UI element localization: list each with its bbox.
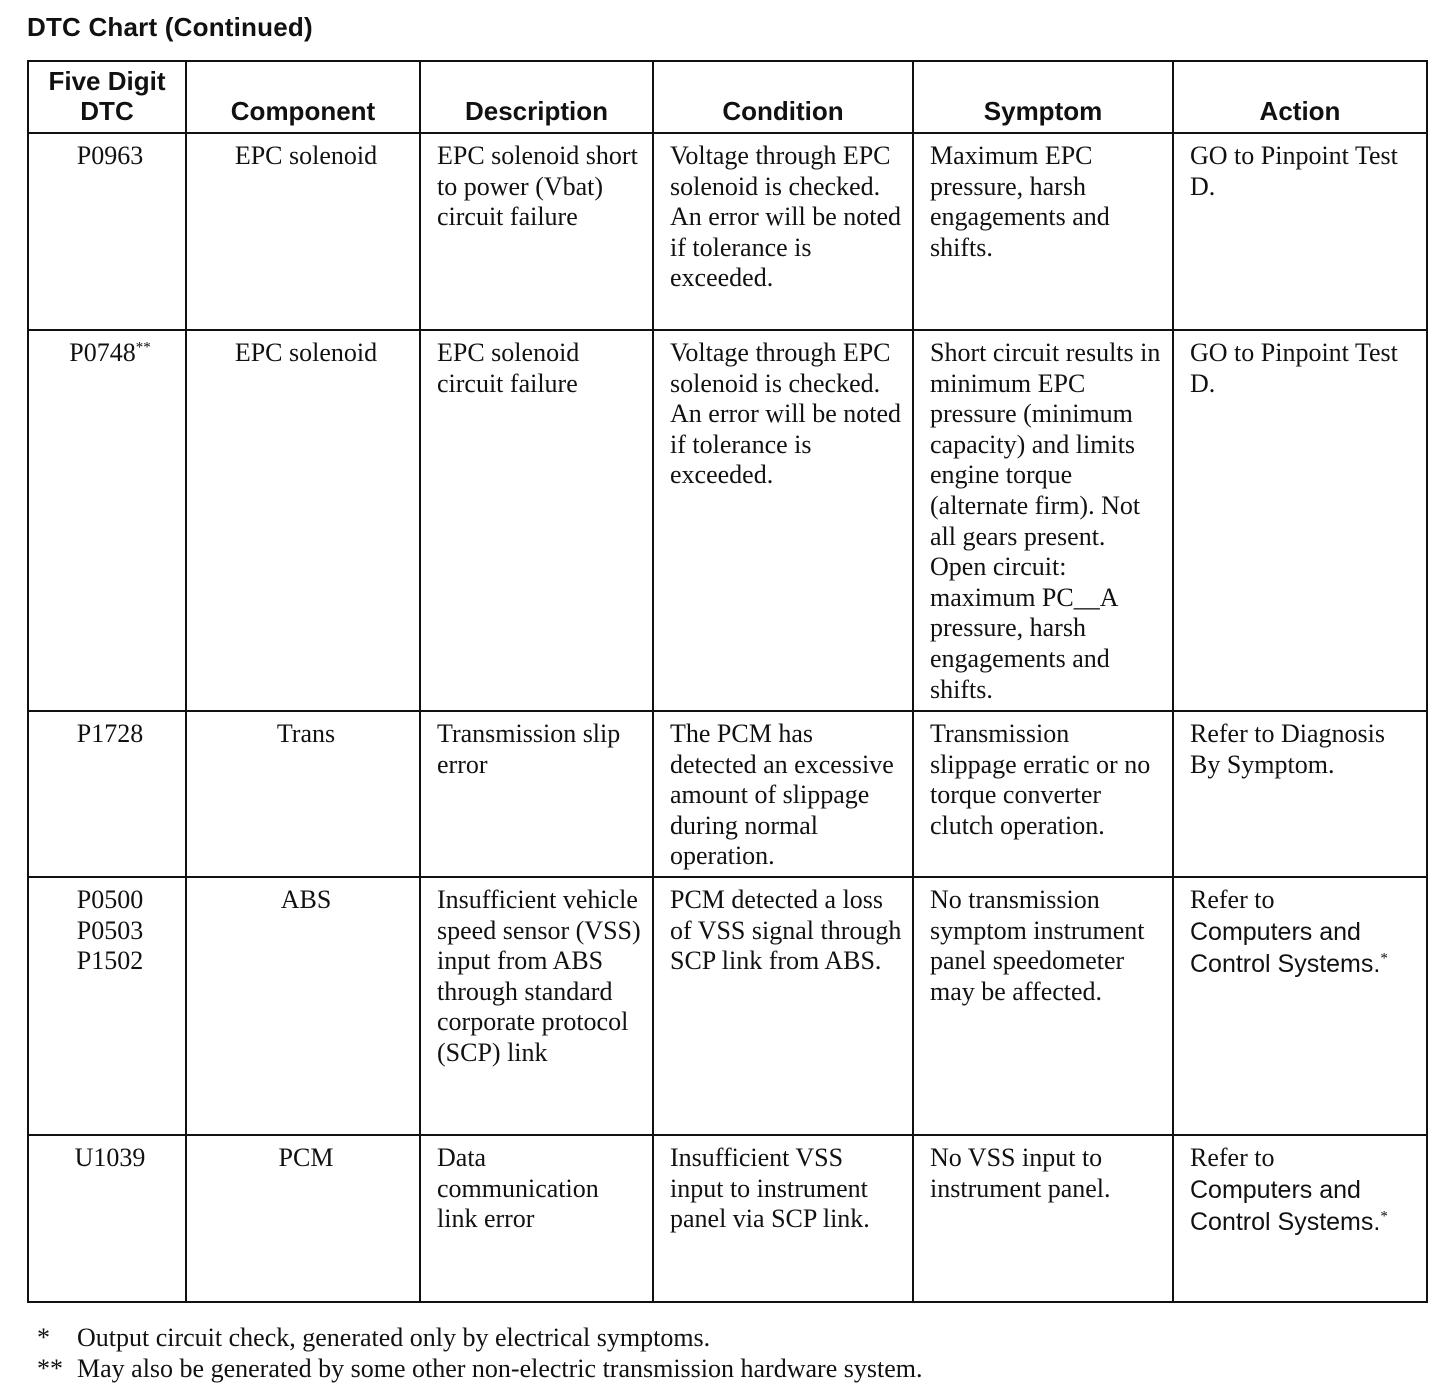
footnote-text: Output circuit check, generated only by electrical symptoms. (77, 1323, 711, 1352)
condition-cell: Voltage through EPC solenoid is checked. An error will be noted if tolerance is exceeded. (653, 133, 913, 330)
footnote-mark: ** (37, 1354, 63, 1383)
component-cell: PCM (186, 1135, 420, 1302)
component-cell: ABS (186, 877, 420, 1135)
condition-cell: The PCM has detected an excessive amount of slippage during normal operation. (653, 711, 913, 877)
symptom-cell: Short circuit results in minimum EPC pressure (minimum capacity) and limits engine torque (alternate firm). Not all gears present. Open circuit: maximum PC__A pressure, harsh engagements and shifts. (913, 330, 1173, 711)
dtc-cell (28, 711, 186, 877)
footnote-text: May also be generated by some other non-electric transmission hardware system. (77, 1354, 923, 1383)
action-text: Refer to (1190, 1143, 1275, 1172)
action-reference: Computers and Control Systems. (1190, 917, 1381, 978)
description-cell: Data communication link error (420, 1135, 653, 1302)
table-row (28, 133, 1427, 330)
header-description: Description (420, 61, 653, 133)
footnote (37, 1353, 922, 1384)
table-header-row (28, 61, 1427, 133)
component-cell: EPC solenoid (186, 330, 420, 711)
dtc-footnote-mark: ** (135, 339, 151, 356)
condition-cell: Insufficient VSS input to instrument panel via SCP link. (653, 1135, 913, 1302)
condition-cell: PCM detected a loss of VSS signal through SCP link from ABS. (653, 877, 913, 1135)
dtc-cell (28, 1135, 186, 1302)
footnote (37, 1322, 922, 1353)
action-text: GO to Pinpoint Test D. (1190, 338, 1398, 398)
header-component: Component (186, 61, 420, 133)
dtc-code: P0748 (69, 338, 136, 367)
page-title: DTC Chart (Continued) (27, 12, 313, 42)
action-reference: Computers and Control Systems. (1190, 1175, 1381, 1236)
description-cell: Insufficient vehicle speed sensor (VSS) input from ABS through standard corporate protocol (SCP) link (420, 877, 653, 1135)
action-footnote-mark: * (1380, 1207, 1388, 1224)
header-condition: Condition (653, 61, 913, 133)
description-cell: EPC solenoid short to power (Vbat) circuit failure (420, 133, 653, 330)
table-row (28, 711, 1427, 877)
table-row (28, 1135, 1427, 1302)
description-cell: EPC solenoid circuit failure (420, 330, 653, 711)
dtc-code: U1039 (74, 1143, 146, 1172)
dtc-code: P0963 (76, 141, 144, 170)
dtc-cell (28, 877, 186, 1135)
dtc-code: P0500 P0503 P1502 (76, 885, 144, 976)
condition-cell: Voltage through EPC solenoid is checked. An error will be noted if tolerance is exceeded. (653, 330, 913, 711)
action-footnote-mark: * (1380, 949, 1388, 966)
dtc-cell (28, 133, 186, 330)
action-cell (1173, 711, 1427, 877)
action-cell (1173, 133, 1427, 330)
action-cell (1173, 1135, 1427, 1302)
component-cell: Trans (186, 711, 420, 877)
dtc-code: P1728 (76, 719, 144, 748)
header-symptom: Symptom (913, 61, 1173, 133)
dtc-cell (28, 330, 186, 711)
symptom-cell: Transmission slippage erratic or no torque converter clutch operation. (913, 711, 1173, 877)
footnote-mark: * (37, 1323, 50, 1352)
table-row (28, 330, 1427, 711)
action-text: Refer to Diagnosis By Symptom. (1190, 719, 1385, 779)
symptom-cell: Maximum EPC pressure, harsh engagements and shifts. (913, 133, 1173, 330)
header-action: Action (1173, 61, 1427, 133)
action-cell (1173, 877, 1427, 1135)
component-cell: EPC solenoid (186, 133, 420, 330)
action-cell (1173, 330, 1427, 711)
footnotes (37, 1322, 922, 1384)
description-cell: Transmission slip error (420, 711, 653, 877)
action-text: Refer to (1190, 885, 1275, 914)
table-row (28, 877, 1427, 1135)
dtc-table (27, 60, 1428, 1303)
action-text: GO to Pinpoint Test D. (1190, 141, 1398, 201)
symptom-cell: No transmission symptom instrument panel speedometer may be affected. (913, 877, 1173, 1135)
symptom-cell: No VSS input to instrument panel. (913, 1135, 1173, 1302)
header-dtc: Five Digit DTC (28, 61, 186, 133)
